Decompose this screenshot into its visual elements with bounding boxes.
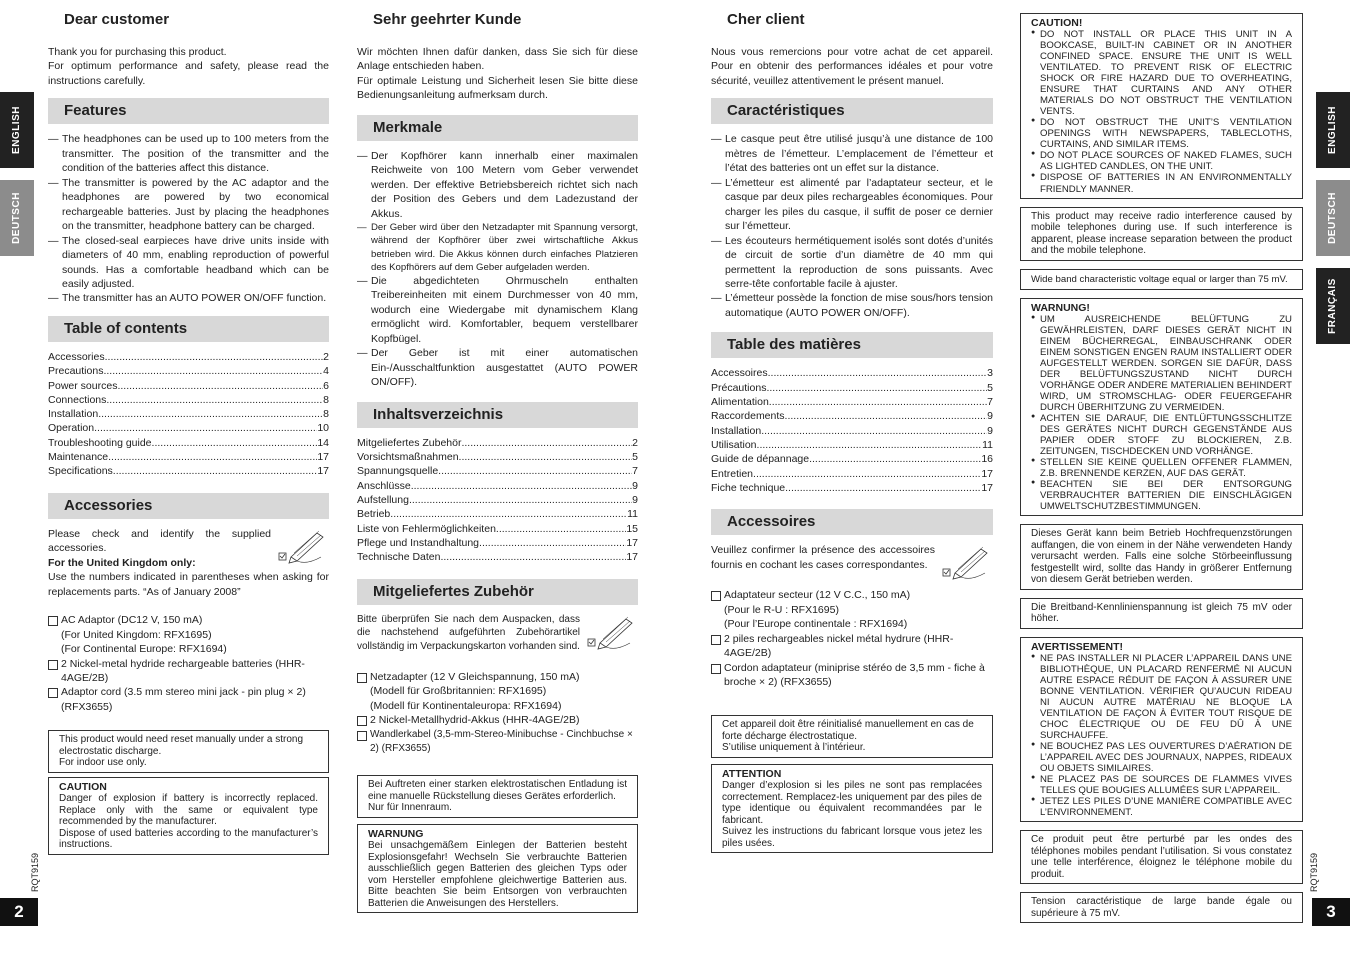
de-features-heading: Merkmale [357,115,638,141]
de-intro-2: Für optimale Leistung und Sicherheit lesen Sie bitte diese Bedienungsanleitung aufmerksam durch. [357,74,638,102]
de-feature-3: — Die abgedichteten Ohrmuscheln enthalten Treibereinheiten mit einem Durchmesser von 40 mm, wodurch eine Wiedergabe mit dynamischem Klang ermöglicht wird. Komfortabler, bequem verstellbarer Kopfbügel. [357,274,638,346]
en-acc-uk-text: Use the numbers indicated in parentheses when asking for replacements parts. “As of January 2008” [48,571,329,598]
toc-row[interactable]: Accessoires ..... 3 [711,366,993,380]
en-feature-2: — The transmitter is powered by the AC adaptor and the headphones are powered by two economical rechargeable batteries. Just by placing the headphones on the transmitter, headphone battery can be charged. [48,176,329,234]
de-feature-1: — Der Kopfhörer kann innerhalb einer maximalen Reichweite von 100 Metern vom Geber verwendet werden. Der effektive Betriebsbereich richtet sich nach der Position des Gebers und dem Ladezustand der Akkus. [357,149,638,221]
de-acc-item-3[interactable]: Wandlerkabel (3,5-mm-Stereo-Minibuchse - Cinchbuchse × 2) (RFX3655) [357,728,638,756]
francais-column [711,8,993,853]
doc-code-right: RQT9159 [1309,852,1319,892]
de-radio-box: Dieses Gerät kann beim Betrieb Hochfrequenzstörungen auffangen, die von einem in der Nähe verwendeten Handy verursacht werden. Falls eine solche Störbeeinflussung festgestellt wird, sollte das Handy in größerer Entfernung von diesem Gerät betrieben werden. [1020,524,1303,590]
en-caution-caps-box: CAUTION! ● DO NOT INSTALL OR PLACE THIS UNIT IN A BOOKCASE, BUILT-IN CABINET OR IN ANOTHER CONFINED SPACE. ENSURE THE UNIT IS WELL VENTILATED. TO PREVENT RISK OF ELECTRIC SHOCK OR FIRE HAZARD DUE TO OVERHEATING, ENSURE THAT CURTAINS AND ANY OTHER MATERIALS DO NOT OBSTRUCT THE VENTILATION VENTS. ● DO NOT OBSTRUCT THE UNIT’S VENTILATION OPENINGS WITH NEWSPAPERS, TABLECLOTHS, CURTAINS, AND SIMILAR ITEMS. ● DO NOT PLACE SOURCES OF NAKED FLAMES, SUCH AS LIGHTED CANDLES, ON THE UNIT. ● DISPOSE OF BATTERIES IN AN ENVIRONMENTALLY FRIENDLY MANNER. [1020,13,1303,199]
de-intro-1: Wir möchten Ihnen dafür danken, dass Sie sich für diese Anlage entschieden haben. [357,45,638,73]
toc-row[interactable]: Liste von Fehlermöglichkeiten ..... 15 [357,522,638,536]
de-warnung-caps-box: WARNUNG! ● UM AUSREICHENDE BELÜFTUNG ZU GEWÄHRLEISTEN, DARF DIESES GERÄT NICHT IN EINEM BÜCHERREGAL, EINBAUSCHRANK ODER EINEM SONSTIGEN ENGEN RAUM INSTALLIERT ODER AUFGESTELLT WERDEN. SORGEN SIE DAFÜR, DASS DER BELÜFTUNGSZUSTAND NICHT DURCH VORHÄNGE ODER ANDERE MATERIALIEN BEHINDERT WIRD, UM STROMSCHLAG- ODER FEUERGEFAHR DURCH ÜBERHITZUNG ZU VERMEIDEN. ● ACHTEN SIE DARAUF, DIE ENTLÜFTUNGSSCHLITZE DES GERÄTES NICHT DURCH GEGENSTÄNDE AUS PAPIER ODER STOFF ZU BLOCKIEREN, Z.B. ZEITUNGEN, TISCHDECKEN UND VORHÄNGE. ● STELLEN SIE KEINE QUELLEN OFFENER FLAMMEN, Z.B. BRENNENDE KERZEN, AUF DAS GERÄT. ● BEACHTEN SIE BEI DER ENTSORGUNG VERBRAUCHTER BATTERIEN DIE EINSCHLÄGIGEN UMWELTSCHUTZBESTIMMUNGEN. [1020,298,1303,517]
en-feature-4: — The transmitter has an AUTO POWER ON/OFF function. [48,291,329,305]
fr-feature-1: — Le casque peut être utilisé jusqu’à une distance de 100 mètres de l’émetteur. L’emplacement de l’émetteur et l’état des batteries ont un effet sur la distance. [711,132,993,175]
toc-row[interactable]: Fiche technique ..... 17 [711,481,993,495]
de-esd-box: Bei Auftreten einer starken elektrostatischen Entladung ist eine manuelle Rückstellung dieses Gerätes erforderlich. Nur für Innenraum. [357,775,638,818]
en-title: Dear customer [64,11,170,28]
pen-checkmark-icon [277,527,329,567]
de-acc-item-2[interactable]: 2 Nickel-Metallhydrid-Akkus (HHR-4AGE/2B) [357,713,638,727]
safety-column [1020,13,1303,931]
en-caution-box: CAUTION Danger of explosion if battery is incorrectly replaced. Replace only with the same or equivalent type recommended by the manufacturer. Dispose of used batteries according to the manufacturer’s instructions. [48,777,329,855]
de-wideband-box: Die Breitband-Kennlinienspannung ist gleich 75 mV oder höher. [1020,598,1303,629]
en-features-heading: Features [48,98,329,124]
tab-deutsch-left: DEUTSCH [0,180,34,256]
de-title: Sehr geehrter Kunde [373,11,522,28]
de-feature-2: — Der Geber wird über den Netzadapter mit Spannung versorgt, während der Kopfhörer über zwei wirtschaftliche Akkus betrieben wird. Die Akkus können durch einfaches Platzieren des Kopfhörers auf dem Geber aufgeladen werden. [357,221,638,274]
en-toc [48,350,329,479]
de-feature-4: — Der Geber ist mit einer automatischen Ein-/Ausschaltfunktion ausgestattet (AUTO POWER ON/OFF). [357,346,638,389]
fr-acc-item-3[interactable]: Cordon adaptateur (miniprise stéréo de 3,5 mm - fiche à broche × 2) (RFX3655) [711,661,993,690]
toc-row[interactable]: Installation ..... 9 [711,424,993,438]
page-number-left: 2 [0,898,38,926]
fr-esd-box: Cet appareil doit être réinitialisé manuellement en cas de forte décharge électrostatique. S’utilise uniquement à l’intérieur. [711,715,993,758]
en-intro-1: Thank you for purchasing this product. [48,45,227,58]
toc-row[interactable]: Connections ..... 8 [48,393,329,407]
toc-row[interactable]: Power sources ..... 6 [48,379,329,393]
toc-row[interactable]: Raccordements ..... 9 [711,409,993,423]
toc-row[interactable]: Specifications ..... 17 [48,464,329,478]
toc-row[interactable]: Technische Daten ..... 17 [357,550,638,564]
toc-row[interactable]: Precautions ..... 4 [48,364,329,378]
fr-accessories-heading: Accessoires [711,509,993,535]
pen-checkmark-icon [941,543,993,583]
deutsch-column [357,8,638,913]
toc-row[interactable]: Aufstellung ..... 9 [357,493,638,507]
toc-row[interactable]: Entretien ..... 17 [711,467,993,481]
toc-row[interactable]: Pflege und Instandhaltung ..... 17 [357,536,638,550]
toc-row[interactable]: Betrieb ..... 11 [357,507,638,521]
toc-row[interactable]: Alimentation ..... 7 [711,395,993,409]
en-esd-box: This product would need reset manually under a strong electrostatic discharge. For indoor use only. [48,730,329,773]
english-column [48,8,329,855]
en-feature-3: — The closed-seal earpieces have drive units inside with diameters of 40 mm, enabling reproduction of powerful sounds. Has a comfortable headband which can be easily adjusted. [48,234,329,292]
fr-title: Cher client [727,11,805,28]
pen-checkmark-icon [586,613,638,653]
fr-avertissement-box: AVERTISSEMENT! ● NE PAS INSTALLER NI PLACER L’APPAREIL DANS UNE BIBLIOTHÈQUE, UN PLACARD RENFERMÉ NI AUCUN AUTRE ESPACE RÉDUIT DE FAÇON À ASSURER UNE BONNE VENTILATION. VÉRIFIER QU’AUCUN RIDEAU NI AUCUN AUTRE MATÉRIAU NE BLOQUE LA VENTILATION DE FAÇON À ÉVITER TOUT RISQUE DE CHOC ÉLECTRIQUE OU DE FEU DÛ À UNE SURCHAUFFE. ● NE BOUCHEZ PAS LES OUVERTURES D’AÉRATION DE L’APPAREIL AVEC DES JOURNAUX, NAPPES, RIDEAUX OU OBJETS SIMILAIRES. ● NE PLACEZ PAS DE SOURCES DE FLAMMES VIVES TELLES QUE BOUGIES ALLUMÉES SUR L’APPAREIL. ● JETEZ LES PILES D’UNE MANIÈRE COMPATIBLE AVEC L’ENVIRONNEMENT. [1020,637,1303,823]
tab-english-right: ENGLISH [1316,92,1350,168]
fr-toc [711,366,993,495]
de-acc-intro: Bitte überprüfen Sie nach dem Auspacken, dass die nachstehend aufgeführten Zubehörartikel vollständig im Verpackungskarton vorhanden sind. [357,613,580,653]
page-number-right: 3 [1312,898,1350,926]
fr-attention-box: ATTENTION Danger d’explosion si les piles ne sont pas remplacées correctement. Remplacez-les uniquement par des piles de type identique ou équivalent recommandées par le fabricant. Suivez les instructions du fabricant lorsque vous jetez les piles usées. [711,764,993,853]
en-acc-uk: For the United Kingdom only: [48,556,196,569]
fr-intro: Nous vous remercions pour votre achat de cet appareil. Pour en obtenir des performances idéales et pour votre sécurité, veuillez attentivement le présent manuel. [711,45,993,87]
fr-toc-heading: Table des matières [711,332,993,358]
toc-row[interactable]: Operation ..... 10 [48,421,329,435]
en-acc-item-3[interactable]: Adaptor cord (3.5 mm stereo mini jack - pin plug × 2) (RFX3655) [48,685,329,714]
de-acc-item-1[interactable]: Netzadapter (12 V Gleichspannung, 150 mA) (Modell für Großbritannien: RFX1695) (Modell für Kontinentaleuropa: RFX1694) [357,670,638,713]
de-toc [357,436,638,565]
en-feature-1: — The headphones can be used up to 100 meters from the transmitter. The position of the transmitter and the condition of the batteries affect this distance. [48,132,329,175]
de-warnung-box: WARNUNG Bei unsachgemäßem Einlegen der Batterien besteht Explosionsgefahr! Wechseln Sie verbrauchte Batterien ausschließlich gegen Batterien des gleichen Typs oder vom Hersteller empfohlene gleichwertige Batterien aus. Bitte beachten Sie beim Entsorgen von verbrauchten Batterien die Anweisungen des Herstellers. [357,824,638,913]
de-accessories-heading: Mitgeliefertes Zubehör [357,579,638,605]
toc-row[interactable]: Spannungsquelle ..... 7 [357,464,638,478]
de-toc-heading: Inhaltsverzeichnis [357,402,638,428]
toc-row[interactable]: Précautions ..... 5 [711,381,993,395]
toc-row[interactable]: Installation ..... 8 [48,407,329,421]
en-intro-2: For optimum performance and safety, please read the instructions carefully. [48,60,329,87]
tab-francais-right: FRANÇAIS [1316,268,1350,344]
toc-row[interactable]: Guide de dépannage ..... 16 [711,452,993,466]
fr-wideband-box: Tension caractéristique de large bande égale ou supérieure à 75 mV. [1020,892,1303,923]
fr-feature-4: — L’émetteur possède la fonction de mise sous/hors tension automatique (AUTO POWER ON/OFF). [711,291,993,320]
en-toc-heading: Table of contents [48,316,329,342]
en-accessories-heading: Accessories [48,493,329,519]
toc-row[interactable]: Maintenance ..... 17 [48,450,329,464]
fr-acc-intro: Veuillez confirmer la présence des accessoires fournis en cochant les cases correspondantes. [711,544,935,571]
en-wideband-box: Wide band characteristic voltage equal or larger than 75 mV. [1020,269,1303,290]
toc-row[interactable]: Troubleshooting guide ..... 14 [48,436,329,450]
fr-feature-3: — Les écouteurs hermétiquement isolés sont dotés d’unités de circuit de sortie d’un diamètre de 40 mm qui permettent la reproduction de sons puissants. Avec serre-tête confortable facile à ajuster. [711,234,993,292]
fr-acc-item-1[interactable]: Adaptateur secteur (12 V C.C., 150 mA) (Pour le R-U : RFX1695) (Pour l’Europe continentale : RFX1694) [711,588,993,631]
fr-acc-item-2[interactable]: 2 piles rechargeables nickel métal hydrure (HHR-4AGE/2B) [711,632,993,661]
tab-english-left: ENGLISH [0,92,34,168]
fr-features-heading: Caractéristiques [711,98,993,124]
doc-code-left: RQT9159 [30,852,40,892]
toc-row[interactable]: Accessories ..... 2 [48,350,329,364]
fr-feature-2: — L’émetteur est alimenté par l’adaptateur secteur, et le casque par deux piles rechargeables économiques. Pour charger les piles du casque, il suffit de poser ce dernier sur l’émetteur. [711,176,993,234]
toc-row[interactable]: Mitgeliefertes Zubehör ..... 2 [357,436,638,450]
toc-row[interactable]: Anschlüsse ..... 9 [357,479,638,493]
toc-row[interactable]: Vorsichtsmaßnahmen ..... 5 [357,450,638,464]
en-acc-intro: Please check and identify the supplied accessories. [48,527,271,555]
tab-deutsch-right: DEUTSCH [1316,180,1350,256]
en-acc-item-1[interactable]: AC Adaptor (DC12 V, 150 mA) (For United Kingdom: RFX1695) (For Continental Europe: RFX1694) [48,613,329,656]
en-acc-item-2[interactable]: 2 Nickel-metal hydride rechargeable batteries (HHR-4AGE/2B) [48,657,329,686]
en-radio-box: This product may receive radio interference caused by mobile telephones during use. If such interference is apparent, please increase separation between the product and the mobile telephone. [1020,207,1303,261]
fr-radio-box: Ce produit peut être perturbé par les ondes des téléphones mobiles pendant l’utilisation. Si vous constatez une telle interférence, éloignez le téléphone mobile du produit. [1020,830,1303,884]
toc-row[interactable]: Utilisation ..... 11 [711,438,993,452]
